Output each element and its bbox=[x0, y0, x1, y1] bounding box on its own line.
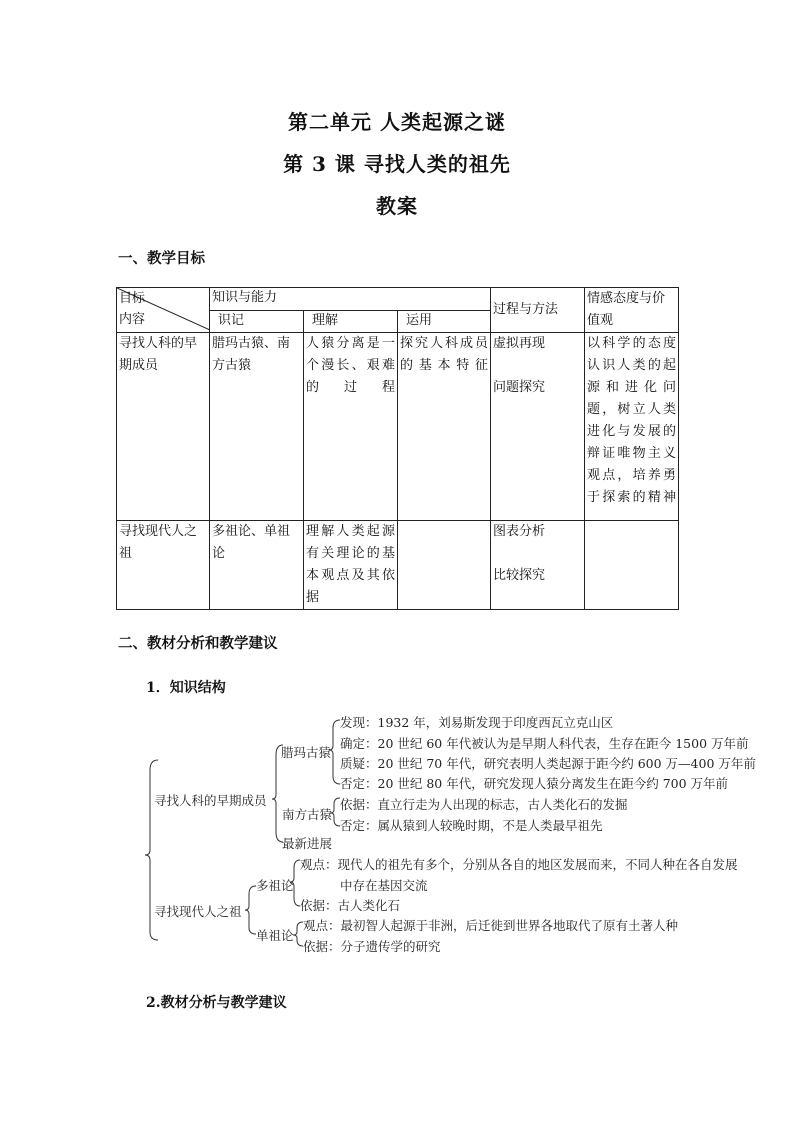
lesson-title: 第 3 课 寻找人类的祖先 bbox=[283, 152, 511, 176]
branch-early-members: 寻找人科的早期成员 bbox=[154, 793, 267, 808]
branch2-bracket bbox=[245, 886, 256, 934]
row2-content: 寻找现代人之祖 bbox=[117, 521, 210, 610]
multi-item: 中存在基因交流 bbox=[340, 878, 428, 893]
row2-understand: 理解人类起源有关理论的基本观点及其依据 bbox=[304, 521, 398, 610]
single-item: 依据：分子遗传学的研究 bbox=[303, 939, 441, 954]
nanfang-item: 否定：属从猿到人较晚时期，不是人类最早祖先 bbox=[340, 818, 603, 833]
node-single-origin: 单祖论 bbox=[256, 928, 294, 943]
row1-remember: 腊玛古猿、南方古猿 bbox=[210, 333, 304, 521]
row1-apply: 探究人科成员的基本特征 bbox=[398, 333, 491, 521]
row1-understand: 人猿分离是一个漫长、艰难的过程 bbox=[304, 333, 398, 521]
single-bracket bbox=[293, 922, 303, 946]
emotion-attitude-header: 情感态度与价值观 bbox=[585, 288, 679, 333]
lama-item: 发现：1932 年，刘易斯发现于印度西瓦立克山区 bbox=[340, 715, 614, 730]
single-item: 观点：最初智人起源于非洲，后迁徙到世界各地取代了原有土著人种 bbox=[303, 918, 679, 933]
lama-item: 否定：20 世纪 80 年代，研究发现人猿分离发生在距今约 700 万年前 bbox=[340, 776, 729, 791]
multi-item: 观点：现代人的祖先有多个，分别从各自的地区发展而来，不同人种在各自发展 bbox=[300, 857, 738, 872]
row1-content: 寻找人科的早期成员 bbox=[117, 333, 210, 521]
doc-title: 教案 bbox=[376, 194, 418, 218]
row2-process: 图表分析 比较探究 bbox=[491, 521, 585, 610]
node-latest-progress: 最新进展 bbox=[282, 836, 333, 851]
knowledge-ability-header: 知识与能力 bbox=[210, 288, 491, 311]
analysis-suggestion-heading: 2.教材分析与教学建议 bbox=[146, 995, 287, 1011]
branch-modern-ancestor: 寻找现代人之祖 bbox=[154, 904, 242, 919]
process-method-header: 过程与方法 bbox=[491, 288, 585, 333]
lama-item: 确定：20 世纪 60 年代被认为是早期人科代表，生存在距今 1500 万年前 bbox=[340, 736, 749, 751]
node-multiregional: 多祖论 bbox=[256, 878, 294, 893]
nanfang-item: 依据：直立行走为人出现的标志，古人类化石的发掘 bbox=[340, 797, 628, 812]
corner-label-content: 内容 bbox=[119, 312, 146, 327]
section-objectives-heading: 一、教学目标 bbox=[118, 250, 205, 267]
knowledge-structure-heading: 1．知识结构 bbox=[146, 680, 226, 696]
node-ramapithecus: 腊玛古猿 bbox=[281, 745, 332, 760]
subheader-understand: 理解 bbox=[304, 310, 398, 333]
subheader-remember: 识记 bbox=[210, 310, 304, 333]
section-analysis-heading: 二、教材分析和教学建议 bbox=[118, 635, 278, 652]
subheader-apply: 运用 bbox=[398, 310, 491, 333]
row2-remember: 多祖论、单祖论 bbox=[210, 521, 304, 610]
multi-item: 依据：古人类化石 bbox=[300, 898, 401, 913]
row1-emotion: 以科学的态度认识人类的起源和进化问题，树立人类进化与发展的辩证唯物主义观点，培养勇于探索的精神 bbox=[585, 333, 679, 521]
unit-title: 第二单元 人类起源之谜 bbox=[288, 110, 506, 134]
node-australopithecus: 南方古猿 bbox=[282, 807, 333, 822]
corner-label-target: 目标 bbox=[119, 291, 146, 306]
lama-item: 质疑：20 世纪 70 年代，研究表明人类起源于距今约 600 万—400 万年前 bbox=[340, 756, 756, 771]
row1-process: 虚拟再现 问题探究 bbox=[491, 333, 585, 521]
